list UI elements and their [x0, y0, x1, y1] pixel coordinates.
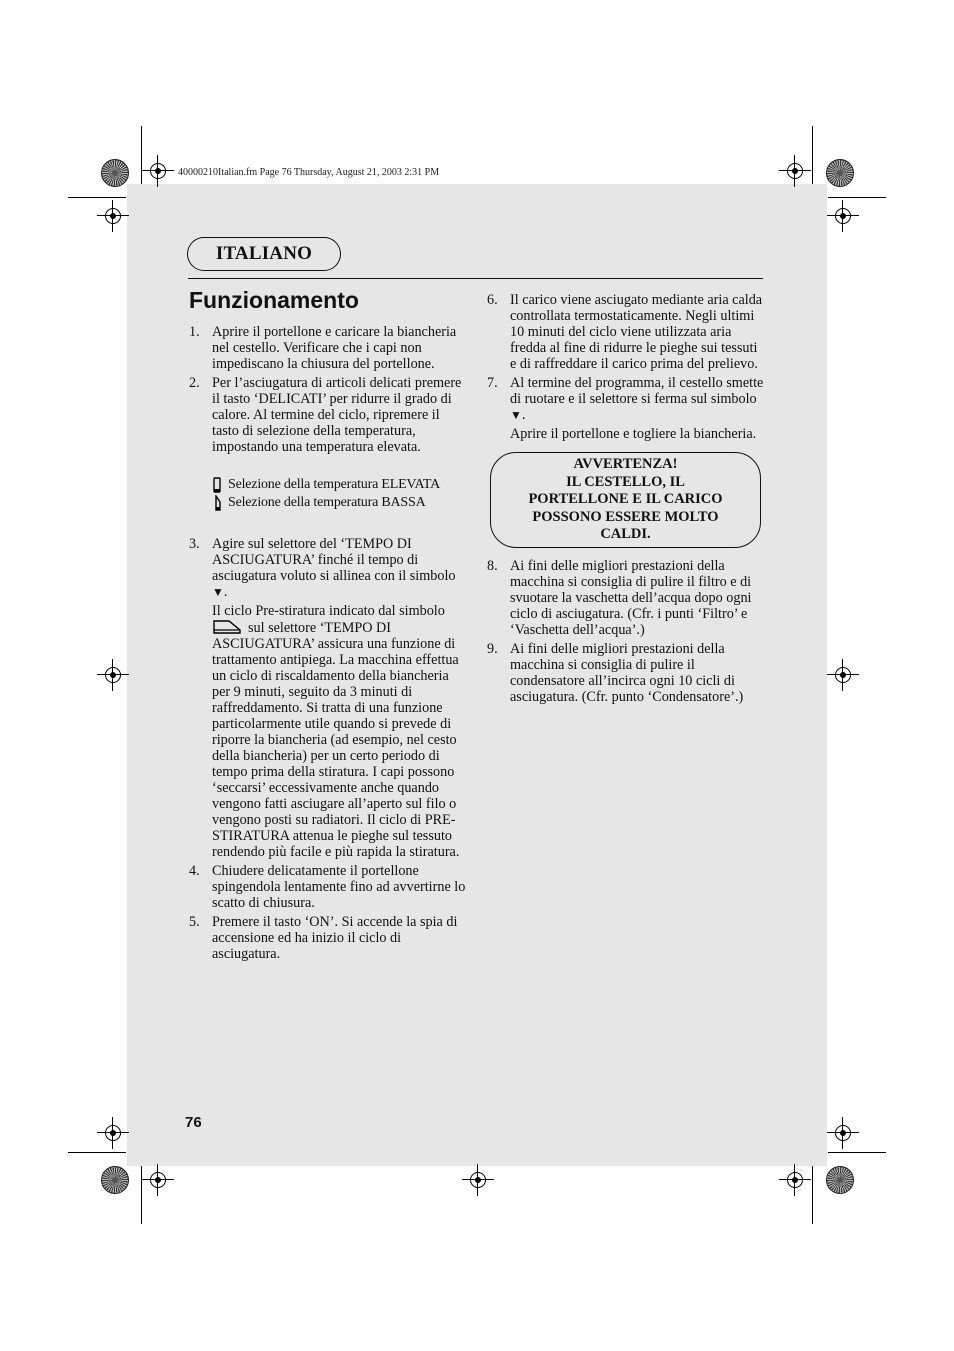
registration-target-icon: [150, 1172, 166, 1188]
item-text: Per l’asciugatura di articoli delicati premere il tasto ‘DELICATI’ per ridurre il grado di calore. Al termine del ciclo, ripremere il tasto di selezione della temperatura, impostando una temperatura elevata.: [212, 375, 462, 455]
item-number: 3.: [189, 536, 200, 552]
page-number: 76: [185, 1114, 202, 1131]
item-text: Ai fini delle migliori prestazioni della macchina si consiglia di pulire il condensatore all’incirca ogni 10 cicli di asciugatura. (Cfr. punto ‘Condensatore’.): [510, 641, 744, 705]
registration-target-icon: [105, 208, 121, 224]
item-text: Il carico viene asciugato mediante aria calda controllata termostaticamente. Negli ultimi 10 minuti del ciclo viene utilizzata aria fredda al fine di ridurre le pieghe sui tessuti e di raffreddare il carico prima del prelievo.: [510, 292, 763, 372]
item-number: 1.: [189, 324, 200, 340]
temperature-low-row: [212, 494, 467, 512]
list-item: [487, 558, 765, 638]
down-triangle-icon: ▼: [212, 585, 224, 599]
down-triangle-icon: ▼: [510, 408, 522, 422]
list-item: [189, 863, 467, 911]
language-tab: ITALIANO: [187, 237, 341, 271]
color-calibration-icon: [101, 159, 129, 187]
registration-target-icon: [150, 163, 166, 179]
list-item: [189, 324, 467, 372]
section-title: Funzionamento: [189, 287, 359, 313]
item-number: 4.: [189, 863, 200, 879]
item-text: Al termine del programma, il cestello smette di ruotare e il selettore si ferma sul simbolo ▼. Aprire il portellone e togliere la biancheria.: [510, 375, 764, 442]
registration-target-icon: [470, 1172, 486, 1188]
item-text: Chiudere delicatamente il portellone spingendola lentamente fino ad avvertirne lo scatto di chiusura.: [212, 863, 466, 911]
right-column: [487, 292, 765, 708]
temperature-high-row: [212, 476, 467, 494]
temperature-high-icon: [212, 477, 226, 493]
item-number: 8.: [487, 558, 498, 574]
registration-target-icon: [835, 1125, 851, 1141]
registration-target-icon: [835, 667, 851, 683]
color-calibration-icon: [101, 1166, 129, 1194]
temperature-high-label: Selezione della temperatura ELEVATA: [228, 477, 441, 492]
registration-target-icon: [787, 1172, 803, 1188]
list-item: [487, 375, 765, 442]
pre-ironing-icon: [212, 619, 242, 635]
item-number: 9.: [487, 641, 498, 657]
item-number: 2.: [189, 375, 200, 391]
item-text: Ai fini delle migliori prestazioni della macchina si consiglia di pulire il filtro e di svuotare la vaschetta dell’acqua dopo ogni ciclo di asciugatura. (Cfr. i punti ‘Filtro’ e ‘Vaschetta dell’acqua’.): [510, 558, 752, 638]
left-column: [189, 324, 467, 965]
registration-target-icon: [835, 208, 851, 224]
item-text: Aprire il portellone e caricare la biancheria nel cestello. Verificare che i capi non impediscano la chiusura del portellone.: [212, 324, 457, 372]
item-number: 7.: [487, 375, 498, 391]
header-rule: [188, 278, 763, 279]
registration-target-icon: [105, 1125, 121, 1141]
temperature-legend: [212, 476, 467, 512]
temperature-low-icon: [212, 495, 226, 511]
file-info-header: 40000210Italian.fm Page 76 Thursday, August 21, 2003 2:31 PM: [178, 167, 440, 178]
registration-target-icon: [105, 667, 121, 683]
item-number: 6.: [487, 292, 498, 308]
item-text: Agire sul selettore del ‘TEMPO DI ASCIUGATURA’ finché il tempo di asciugatura voluto si allinea con il simbolo ▼. Il ciclo Pre-stiratura indicato dal simbolo sul selettore ‘TEMPO DI ASCIUGATURA’ assicura una funzione di trattamento antipiega. La macchina effettua un ciclo di riscaldamento della biancheria per 9 minuti, seguito da 3 minuti di raffreddamento. Si tratta di una funzione particolarmente utile quando si prevede di riporre la biancheria (ad esempio, nel cesto della biancheria) per un certo periodo di tempo prima della stiratura. I capi possono ‘seccarsi’ eccessivamente anche quando vengono fatti asciugare all’aperto sul filo o vengono posti su radiatori. Il ciclo di PRE-STIRATURA attenua le pieghe sul tessuto rendendo più facile e più rapida la stiratura.: [212, 536, 460, 860]
registration-target-icon: [787, 163, 803, 179]
list-item: [189, 536, 467, 860]
list-item: [487, 292, 765, 372]
color-calibration-icon: [826, 1166, 854, 1194]
list-item: [189, 375, 467, 455]
color-calibration-icon: [826, 159, 854, 187]
warning-box: AVVERTENZA! IL CESTELLO, IL PORTELLONE E IL CARICO POSSONO ESSERE MOLTO CALDI.: [490, 452, 761, 548]
item-number: 5.: [189, 914, 200, 930]
item-text: Premere il tasto ‘ON’. Si accende la spia di accensione ed ha inizio il ciclo di asciugatura.: [212, 914, 458, 962]
temperature-low-label: Selezione della temperatura BASSA: [228, 495, 426, 510]
list-item: [487, 641, 765, 705]
list-item: [189, 914, 467, 962]
